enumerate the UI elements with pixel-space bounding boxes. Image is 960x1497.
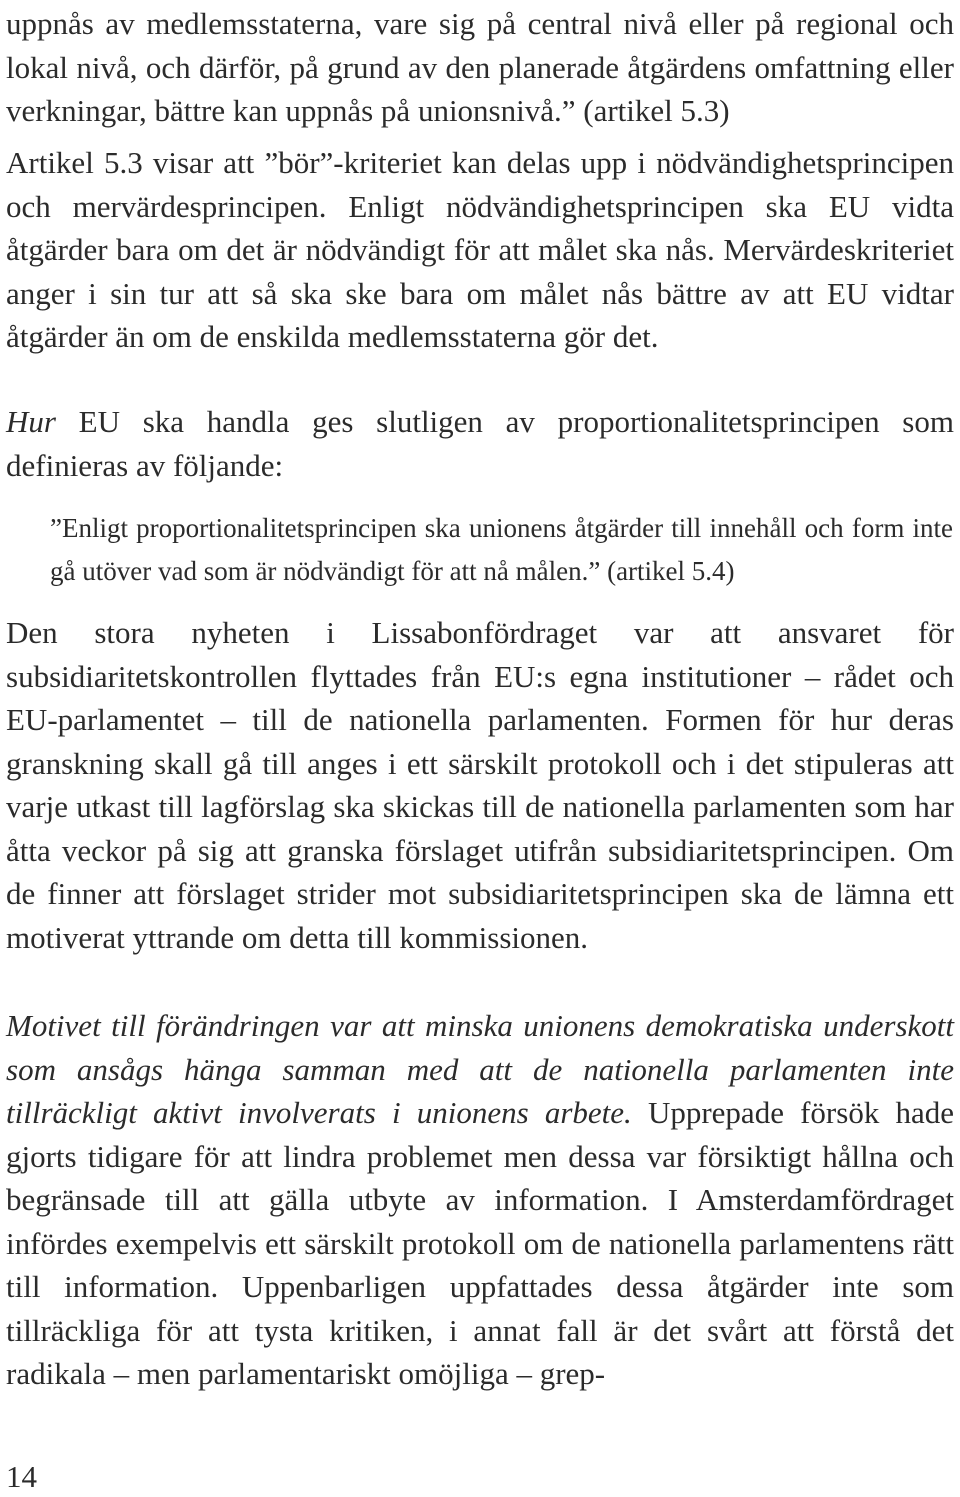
paragraph-article-analysis [6,141,954,359]
paragraph-proportionality-intro [6,400,954,487]
paragraph-text: uppnås av medlemsstaterna, vare sig på central nivå eller på regional och lokal nivå, och därför, på grund av den planerade åtgärdens omfattning eller verkningar, bättre kan uppnås på unionsnivå.” (artikel 5.3) [6,6,954,128]
italic-text: Motivet till förändringen var att minska unionens demokratiska underskott som ansågs hänga samman med att de nationella parlamenten inte tillräckligt aktivt involverats i unionens arbete. [6,1008,954,1130]
paragraph-lisbon-treaty [6,611,954,959]
quote-text: ”Enligt proportionalitetsprincipen ska unionens åtgärder till innehåll och form inte gå utöver vad som är nödvändigt för att nå målen.” (artikel 5.4) [50,513,953,586]
paragraph-text: EU ska handla ges slutligen av proportionalitetsprincipen som definieras av följande: [6,404,954,483]
paragraph-text: Upprepade försök hade gjorts tidigare för att lindra problemet men dessa var försiktigt hållna och begränsade till att gälla utbyte av information. I Amsterdamfördraget infördes exempelvis ett särskilt protokoll om de nationella parlamentens rätt till information. Uppenbarligen uppfattades dessa åtgärder inte som tillräckliga för att tysta kritiken, i annat fall är det svårt att förstå det radikala – men parlamentariskt omöjliga – grep- [6,1095,955,1391]
paragraph-text: Den stora nyheten i Lissabonfördraget var att ansvaret för subsidiaritetskontrollen flyttades från EU:s egna institutioner – rådet och EU-parlamentet – till de nationella parlamenten. Formen för hur deras granskning skall gå till anges i ett särskilt protokoll och i det stipuleras att varje utkast till lagförslag ska skickas till de nationella parlamenten som har åtta veckor på sig att granska förslaget utifrån subsidiaritetsprincipen. Om de finner att förslaget strider mot subsidiaritetsprincipen ska de lämna ett motiverat yttrande om detta till kommissionen. [6,615,954,955]
paragraph-motive [6,1004,954,1396]
page-number: 14 [6,1459,37,1494]
paragraph-text: Artikel 5.3 visar att ”bör”-kriteriet kan delas upp i nödvändighetsprincipen och mervärdesprincipen. Enligt nödvändighetsprincipen ska EU vidta åtgärder bara om det är nödvändigt för att målet ska nås. Mervärdeskriteriet anger i sin tur att så ska ske bara om målet nås bättre av att EU vidtar åtgärder än om de enskilda medlemsstaterna gör det. [6,145,954,354]
italic-text: Hur [6,404,56,439]
paragraph-continuation [6,2,954,133]
block-quote [50,507,953,593]
